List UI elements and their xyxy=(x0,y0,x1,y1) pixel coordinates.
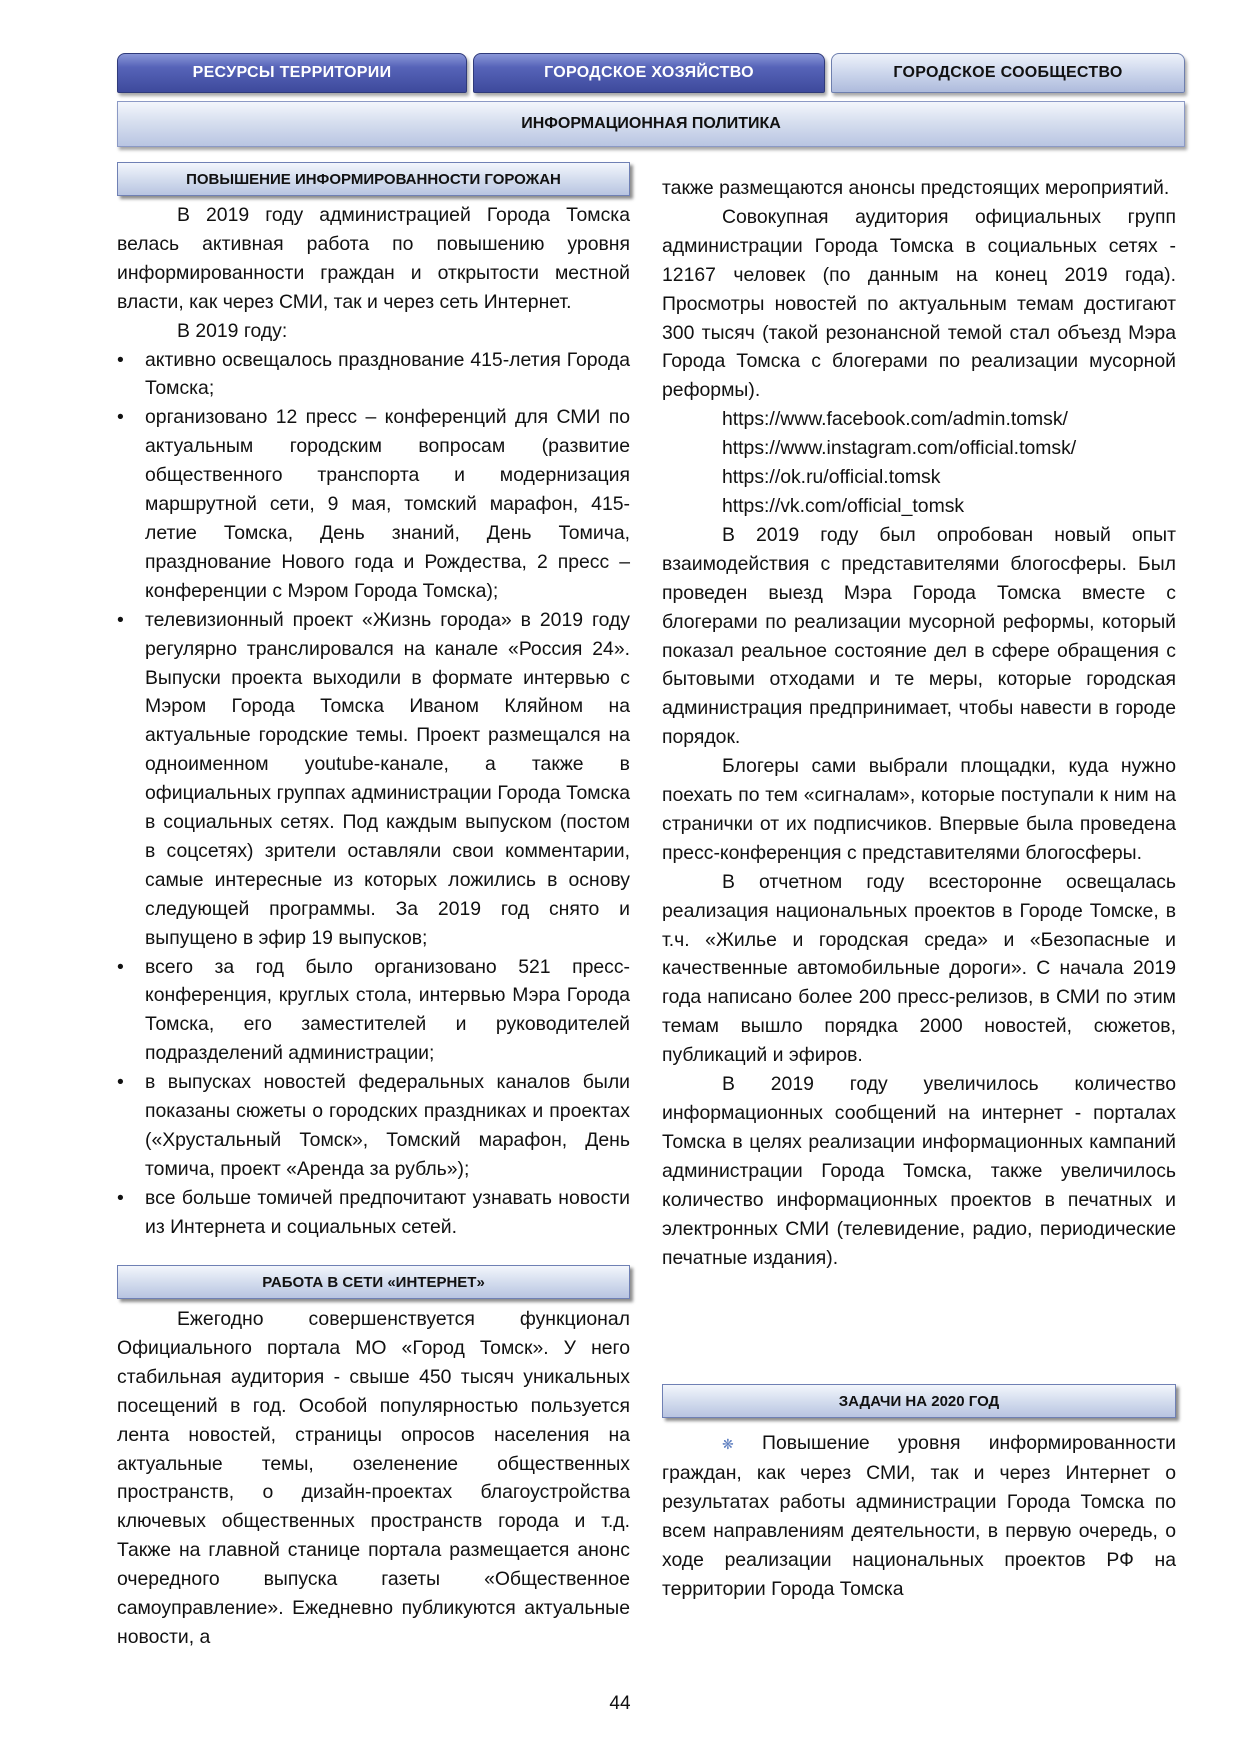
internet-paragraph: Ежегодно совершенствуется функционал Официального портала МО «Город Томск». У него стабильная аудитория - свыше 450 тысяч уникальных посещений в год. Особой популярностью пользуется лента новостей, страницы опросов населения на актуальные темы, озеленение общественных пространств, о дизайн-проектах благоустройства ключевых общественных пространств города и т.д. Также на главной станице портала размещается анонс очередного выпуска газеты «Общественное самоуправление». Ежедневно публикуются актуальные новости, а xyxy=(117,1308,630,1648)
link-ok[interactable]: https://ok.ru/official.tomsk xyxy=(722,466,941,489)
audience-paragraph: Совокупная аудитория официальных групп администрации Города Томска в социальных сетях - 12167 человек (по данным на конец 2019 года). Просмотры новостей по актуальным темам достигают 300 тысяч (такой резонансной темой стал объезд Мэра Города Томска с блогерами по реализации мусорной реформы). xyxy=(662,205,1176,402)
section-heading-internet: РАБОТА В СЕТИ «ИНТЕРНЕТ» xyxy=(117,1265,630,1299)
bullet-icon: • xyxy=(117,955,124,978)
section-heading-awareness: ПОВЫШЕНИЕ ИНФОРМИРОВАННОСТИ ГОРОЖАН xyxy=(117,162,630,196)
left-column-bottom xyxy=(117,1305,630,1652)
list-item-text: активно освещалось празднование 415-летия Города Томска; xyxy=(145,348,630,400)
list-item-text: всего за год было организовано 521 пресс-конференция, круглых стола, интервью Мэра Города Томска, его заместителей и руководителей подразделений администрации; xyxy=(145,955,630,1065)
bullet-icon: • xyxy=(117,608,124,631)
page-number: 44 xyxy=(609,1693,631,1714)
link-vk[interactable]: https://vk.com/official_tomsk xyxy=(722,494,965,517)
bloggers-paragraph: В 2019 году был опробован новый опыт взаимодействия с представителями блогосферы. Был проведен выезд Мэра Города Томска вместе с блогерами по реализации мусорной реформы, который показал реальное состояние дел в сфере обращения с бытовыми отходами и те меры, которые городская администрация предпринимает, чтобы навести в городе порядок. xyxy=(662,523,1176,749)
intro-paragraph: В 2019 году администрацией Города Томска велась активная работа по повышению уровня информированности граждан и открытости местной власти, как через СМИ, так и через сеть Интернет. xyxy=(117,204,630,313)
bloggers-paragraph-2: Блогеры сами выбрали площадки, куда нужно поехать по тем «сигналам», которые поступали к ним на странички от их подписчиков. Впервые была проведена пресс-конференция с представителями блогосферы. xyxy=(662,755,1176,864)
bullet-star-icon: ❋ xyxy=(722,1436,734,1452)
page-banner: ИНФОРМАЦИОННАЯ ПОЛИТИКА xyxy=(117,101,1185,147)
tab-territory-resources[interactable]: РЕСУРСЫ ТЕРРИТОРИИ xyxy=(117,53,467,93)
portals-paragraph: В 2019 году увеличилось количество информационных сообщений на интернет - порталах Томска в целях реализации информационных кампаний администрации Города Томска, также увеличилось количество информационных проектов в печатных и электронных СМИ (телевидение, радио, периодические печатные издания). xyxy=(662,1073,1176,1269)
list-item-text: все больше томичей предпочитают узнавать новости из Интернета и социальных сетей. xyxy=(145,1186,630,1238)
list-item-text: телевизионный проект «Жизнь города» в 2019 году регулярно транслировался на канале «Россия 24». Выпуски проекта выходили в формате интервью с Мэром Города Томска Иваном Кляйном на актуальные городские темы. Проект размещался на одноименном youtube-канале, а также в официальных группах администрации Города Томска в социальных сетях. Под каждым выпуском (постом в соцсетях) зрители оставляли свои комментарии, самые интересные из которых ложились в основу следующей программы. За 2019 год снято и выпущено в эфир 19 выпусков; xyxy=(145,608,630,949)
section-heading-tasks: ЗАДАЧИ НА 2020 ГОД xyxy=(662,1384,1176,1418)
bullet-icon: • xyxy=(117,348,124,371)
tab-city-community[interactable]: ГОРОДСКОЕ СООБЩЕСТВО xyxy=(831,53,1185,93)
link-facebook[interactable]: https://www.facebook.com/admin.tomsk/ xyxy=(722,408,1068,431)
list-item xyxy=(117,403,630,605)
task-item xyxy=(662,1429,1176,1603)
list-item xyxy=(117,953,630,1069)
list-item xyxy=(117,346,630,404)
left-column-top xyxy=(117,201,630,1242)
section-tabs xyxy=(117,53,1185,95)
national-projects-paragraph: В отчетном году всесторонне освещалась реализация национальных проектов в Городе Томске, в т.ч. «Жилье и городская среда» и «Безопасные и качественные автомобильные дороги». С начала 2019 года написано более 200 пресс-релизов, в СМИ по этим темам вышло порядка 2000 новостей, сюжетов, публикаций и эфиров. xyxy=(662,870,1176,1067)
list-item xyxy=(117,1184,630,1242)
list-item-text: организовано 12 пресс – конференций для СМИ по актуальным городским вопросам (развитие общественного транспорта и модернизация маршрутной сети, 9 мая, томский марафон, 415-летие Томска, День знаний, День Томича, празднование Нового года и Рождества, 2 пресс – конференции с Мэром Города Томска); xyxy=(145,406,630,602)
tab-city-economy[interactable]: ГОРОДСКОЕ ХОЗЯЙСТВО xyxy=(473,53,825,93)
list-item xyxy=(117,606,630,953)
list-item xyxy=(117,1068,630,1184)
link-instagram[interactable]: https://www.instagram.com/official.tomsk/ xyxy=(722,437,1077,460)
right-column xyxy=(662,174,1176,1272)
bullet-icon: • xyxy=(117,1071,124,1094)
tasks-block xyxy=(662,1429,1176,1603)
continued-paragraph: также размещаются анонсы предстоящих мероприятий. xyxy=(662,177,1170,199)
bullet-icon: • xyxy=(117,406,124,429)
list-item-text: в выпусках новостей федеральных каналов были показаны сюжеты о городских праздниках и проектах («Хрустальный Томск», Томский марафон, День томича, проект «Аренда за рубль»); xyxy=(145,1071,630,1180)
task-text: Повышение уровня информированности граждан, как через СМИ, так и через Интернет о результатах работы администрации Города Томска по всем направлениям деятельности, в первую очередь, о ходе реализации национальных проектов РФ на территории Города Томска xyxy=(662,1432,1176,1600)
year-label: В 2019 году: xyxy=(177,319,288,342)
bullet-icon: • xyxy=(117,1186,124,1209)
